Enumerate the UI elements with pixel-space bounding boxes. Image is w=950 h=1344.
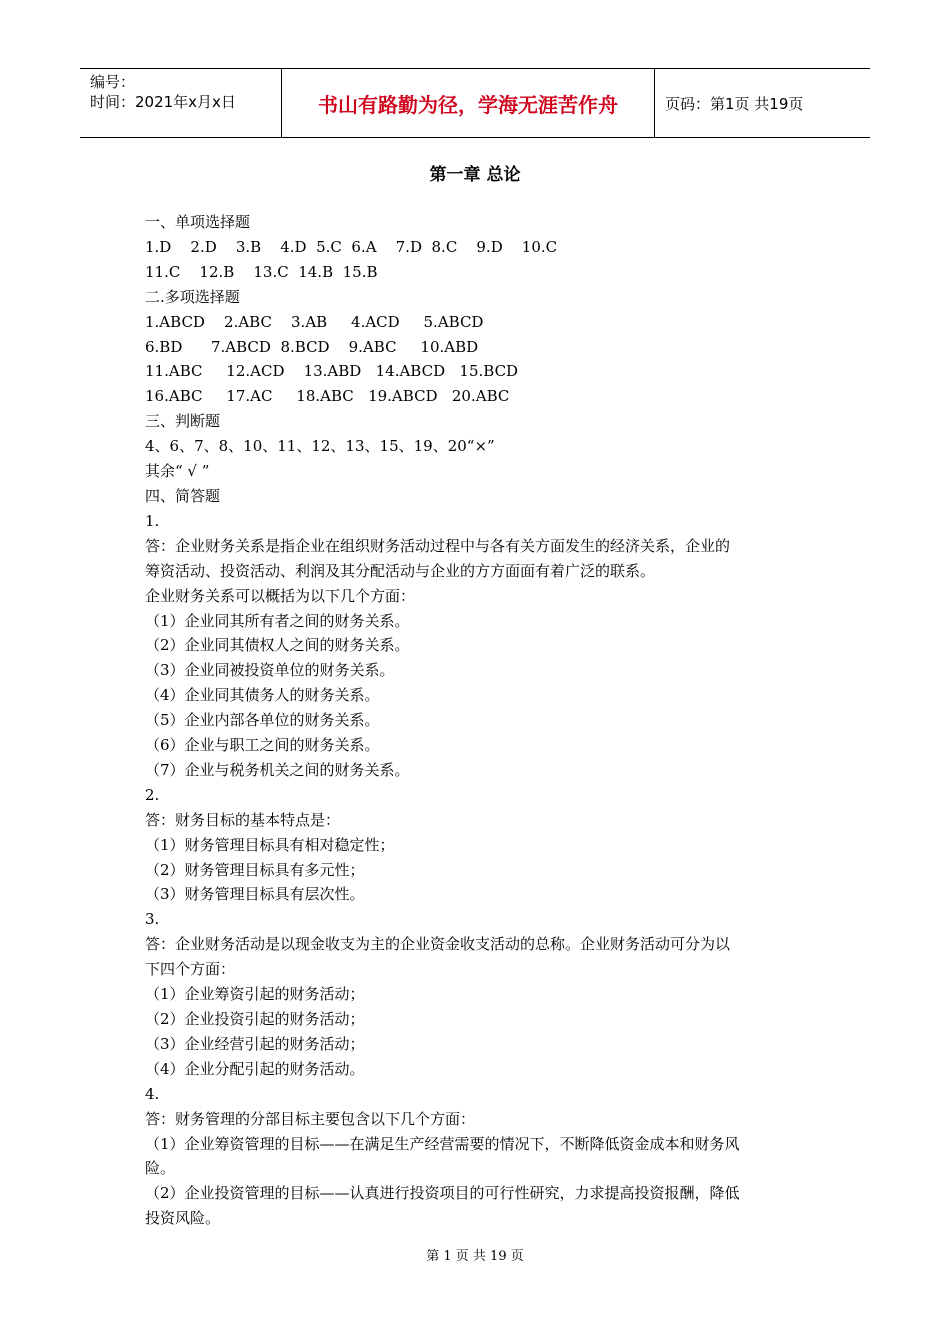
- body-line: （1）企业筹资引起的财务活动；: [145, 985, 365, 1004]
- header-page-info: 页码：第1页 共19页: [665, 94, 804, 113]
- document-header: [80, 68, 870, 138]
- body-line: （3）企业经营引起的财务活动；: [145, 1034, 365, 1053]
- header-motto: 书山有路勤为径，学海无涯苦作舟: [318, 92, 618, 117]
- body-line: 筹资活动、投资活动、利润及其分配活动与企业的方方面面有着广泛的联系。: [145, 561, 656, 580]
- body-line: （2）企业同其债权人之间的财务关系。: [145, 636, 410, 655]
- body-line: 3.: [145, 910, 160, 929]
- document-number-label: 编号：: [90, 73, 136, 91]
- body-line: 险。: [145, 1159, 176, 1178]
- body-line: 4.: [145, 1084, 160, 1103]
- body-line: （1）企业同其所有者之间的财务关系。: [145, 611, 410, 630]
- page-footer: 第 1 页 共 19 页: [426, 1249, 524, 1264]
- body-line: （2）企业投资管理的目标——认真进行投资项目的可行性研究，力求提高投资报酬，降低: [145, 1184, 740, 1203]
- body-line: （6）企业与职工之间的财务关系。: [145, 736, 380, 755]
- body-line: 11.C 12.B 13.C 14.B 15.B: [145, 262, 378, 281]
- body-line: 2.: [145, 785, 160, 804]
- body-line: （3）企业同被投资单位的财务关系。: [145, 661, 395, 680]
- body-line: 企业财务关系可以概括为以下几个方面：: [145, 586, 416, 605]
- document-date-label: 时间：2021年x月x日: [90, 93, 236, 111]
- body-line: 4、6、7、8、10、11、12、13、15、19、20“×”: [145, 437, 495, 456]
- body-line: 一、单项选择题: [145, 213, 251, 231]
- body-line: （2）财务管理目标具有多元性；: [145, 860, 365, 879]
- body-line: 下四个方面：: [145, 960, 236, 979]
- body-line: （4）企业同其债务人的财务关系。: [145, 686, 380, 705]
- body-line: 答：财务目标的基本特点是：: [145, 810, 341, 829]
- body-line: 投资风险。: [145, 1209, 221, 1228]
- body-line: （7）企业与税务机关之间的财务关系。: [145, 760, 410, 779]
- body-line: 答：企业财务关系是指企业在组织财务活动过程中与各有关方面发生的经济关系，企业的: [145, 536, 731, 555]
- header-motto-cell: [282, 69, 655, 137]
- body-line: 1.ABCD 2.ABC 3.AB 4.ACD 5.ABCD: [145, 312, 484, 331]
- body-line: 三、判断题: [145, 412, 221, 431]
- body-line: 1.D 2.D 3.B 4.D 5.C 6.A 7.D 8.C 9.D 10.C: [145, 237, 558, 256]
- body-line: （2）企业投资引起的财务活动；: [145, 1010, 365, 1028]
- chapter-title: 第一章 总论: [429, 165, 521, 185]
- body-line: 四、简答题: [145, 486, 221, 505]
- body-line: （5）企业内部各单位的财务关系。: [145, 711, 380, 730]
- body-line: 答：财务管理的分部目标主要包含以下几个方面：: [145, 1109, 476, 1128]
- document-body: [145, 210, 810, 1231]
- body-line: 16.ABC 17.AC 18.ABC 19.ABCD 20.ABC: [145, 387, 510, 406]
- body-line: 答：企业财务活动是以现金收支为主的企业资金收支活动的总称。企业财务活动可分为以: [145, 935, 731, 954]
- body-line: （1）财务管理目标具有相对稳定性；: [145, 835, 395, 854]
- body-line: 二.多项选择题: [145, 287, 240, 306]
- body-line: （3）财务管理目标具有层次性。: [145, 885, 365, 904]
- body-line: （4）企业分配引起的财务活动。: [145, 1059, 365, 1078]
- body-line: 11.ABC 12.ACD 13.ABD 14.ABCD 15.BCD: [145, 362, 519, 381]
- body-line: （1）企业筹资管理的目标——在满足生产经营需要的情况下，不断降低资金成本和财务风: [145, 1134, 740, 1153]
- header-meta-cell: [80, 69, 282, 137]
- body-line: 1.: [145, 511, 160, 530]
- body-line: 其余“ √ ”: [145, 462, 210, 481]
- body-line: 6.BD 7.ABCD 8.BCD 9.ABC 10.ABD: [145, 337, 479, 356]
